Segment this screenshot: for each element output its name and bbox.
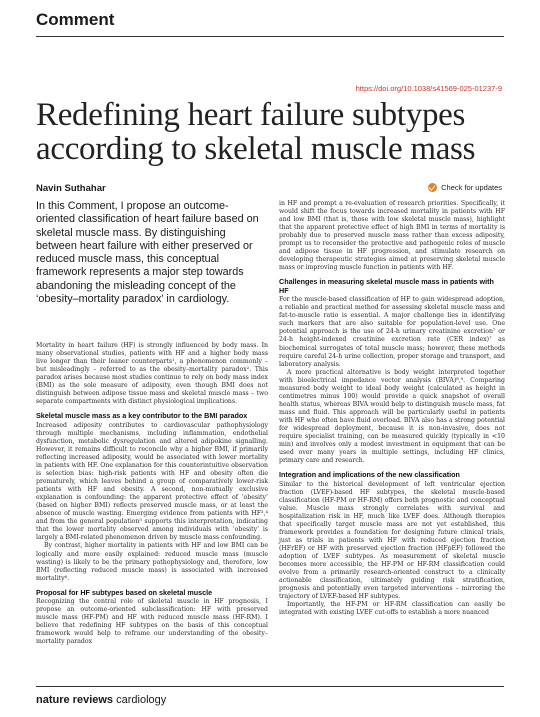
- paragraph: A more practical alternative is body weight interpreted together with bioelectrical impedance vector analysis (BIVA)⁸,⁹. Comparing measured body weight to ideal body weight (calculated as height in centimetres minus 100) would provide a quick snapshot of overall health status, whereas BIVA would help to distinguish muscle mass, fat mass and fluid. This approach will be particularly useful in patients with HF who often have fluid overload. BIVA also has a strong potential for widespread deployment, because it is non-invasive, does not require specialist training, can be measured quickly (typically in <10 min) and involves only a modest investment in equipment that can be used over many years in multiple settings, including HF clinics, primary care and research.: [279, 368, 505, 465]
- check-updates-button[interactable]: [428, 183, 502, 192]
- author-name: Navin Suthahar: [36, 183, 106, 194]
- article-title: Redefining heart failure subtypes according to skeletal muscle mass: [36, 97, 476, 167]
- paragraph: Similar to the historical development of left ventricular ejection fraction (LVEF)-based HF subtypes, the skeletal muscle-based classification (HF-PM or HF-RM) offers both prognostic and conceptual value. Muscle mass strongly correlates with survival and hospitalization risk in HF, much like LVEF does. Although therapies that specifically target muscle mass are not yet established, this framework provides a foundation for designing future clinical trials, just as trials in patients with HF with reduced ejection fraction (HFrEF) or HF with preserved ejection fraction (HFpEF) followed the adoption of LVEF subtypes. As measurement of skeletal muscle becomes more accessible, the HF-PM or HF-RM classification could evolve from a primarily research-oriented construct to a clinically actionable classification, ultimately guiding risk stratification, prognosis and potentially even targeted interventions – mirroring the trajectory of LVEF-based HF subtypes.: [279, 480, 505, 601]
- paragraph: By contrast, higher mortality in patients with HF and low BMI can be logically and more easily explained: reduced muscle mass (muscle wasting) is likely to be the primary pathophysiology and, therefore, low BMI (reflecting reduced muscle mass) is associated with increased mortality⁶.: [36, 542, 268, 582]
- header-rule: [36, 36, 504, 37]
- journal-footer: [36, 694, 166, 706]
- journal-name-bold: nature reviews: [36, 694, 114, 706]
- paragraph: in HF and prompt a re-evaluation of research priorities. Specifically, it would shift the focus towards increased mortality in patients with HF and low BMI (that is, those with low skeletal muscle mass), highlight that the apparent protective effect of high BMI in terms of mortality is probably due to preserved muscle mass rather than excess adiposity, prompt us to reconsider the protective and pathogenic roles of muscle and adipose tissue in HF progression, and stimulate research on developing therapeutic strategies aimed at preserving skeletal muscle mass or improving muscle function in patients with HF.: [279, 200, 505, 272]
- section-heading: Proposal for HF subtypes based on skeletal muscle: [36, 587, 213, 597]
- paragraph: Recognizing the central role of skeletal muscle in HF prognosis, I propose an outcome-oriented subclassification: HF with preserved muscle mass (HF-PM) and HF with reduced muscle mass (HF-RM). I believe that redefining HF subtypes on the basis of this conceptual framework would help to reframe our understanding of the obesity–mortality paradox: [36, 598, 268, 646]
- left-column: [36, 342, 268, 646]
- doi-link[interactable]: https://doi.org/10.1038/s41569-025-01237-9: [355, 84, 502, 93]
- journal-name-thin: cardiology: [113, 694, 167, 706]
- paragraph: Mortality in heart failure (HF) is strongly influenced by body mass. In many observational studies, patients with HF and a higher body mass live longer than their leaner counterparts¹, a phenomenon commonly – but misleadingly – referred to as the obesity–mortality paradox². This paradox arises because most studies continue to rely on body mass index (BMI) as the sole measure of adiposity, even though BMI does not distinguish between adipose tissue mass and skeletal muscle mass – two separate compartments with distinct physiological implications.: [36, 342, 268, 406]
- section-label: Comment: [36, 10, 115, 29]
- paragraph: Increased adiposity contributes to cardiovascular pathophysiology through multiple mechanisms, including inflammation, endothelial dysfunction, metabolic dysregulation and altered adipokine signalling. However, it remains difficult to reconcile why a higher BMI, if primarily reflecting increased adiposity, would be associated with lower mortality in patients with HF. One explanation for this counterintuitive observation is selection bias: high-risk patients with HF and obesity often die prematurely, which leaves behind a group of comparatively lower-risk patients with HF and obesity. A second, non-mutually exclusive explanation is confounding: the apparent protective effect of ‘obesity’ (based on higher BMI) reflects preserved muscle mass, or at least the absence of muscle wasting. Emerging evidence from patients with HF³,⁴ and from the general population⁵ supports this interpretation, indicating that the lower mortality observed among individuals with ‘obesity’ is largely a BMI-related phenomenon driven by muscle mass confounding.: [36, 421, 268, 542]
- right-column: [279, 200, 505, 617]
- section-heading: Challenges in measuring skeletal muscle mass in patients with HF: [279, 277, 494, 295]
- check-updates-icon: [428, 183, 437, 192]
- section-heading: Skeletal muscle mass as a key contributor to the BMI paradox: [36, 411, 248, 421]
- paragraph: For the muscle-based classification of HF to gain widespread adoption, a reliable and practical method for assessing skeletal muscle mass and fat-to-muscle ratio is essential. A major challenge lies in identifying such markers that are also suitable for population-level use. One potential approach is the use of 24-h urinary creatinine excretion⁷ or 24-h height-indexed creatinine excretion rate (CER index)⁷ as biochemical surrogates of total muscle mass; however, these methods require careful 24-h urine collection, proper storage and transport, and laboratory analysis.: [279, 296, 505, 368]
- check-updates-label: Check for updates: [441, 183, 502, 192]
- footer-rule: [36, 686, 504, 687]
- section-heading: Integration and implications of the new classification: [279, 470, 460, 480]
- paragraph: Importantly, the HF-PM or HF-RM classification can easily be integrated with existing LVEF cut-offs to establish a more nuanced: [279, 601, 505, 617]
- standfirst: In this Comment, I propose an outcome-oriented classification of heart failure based on skeletal muscle mass. By distinguishing between heart failure with either preserved or reduced muscle mass, this conceptual framework represents a major step towards abandoning the misleading concept of the ‘obesity–mortality paradox’ in cardiology.: [36, 200, 259, 306]
